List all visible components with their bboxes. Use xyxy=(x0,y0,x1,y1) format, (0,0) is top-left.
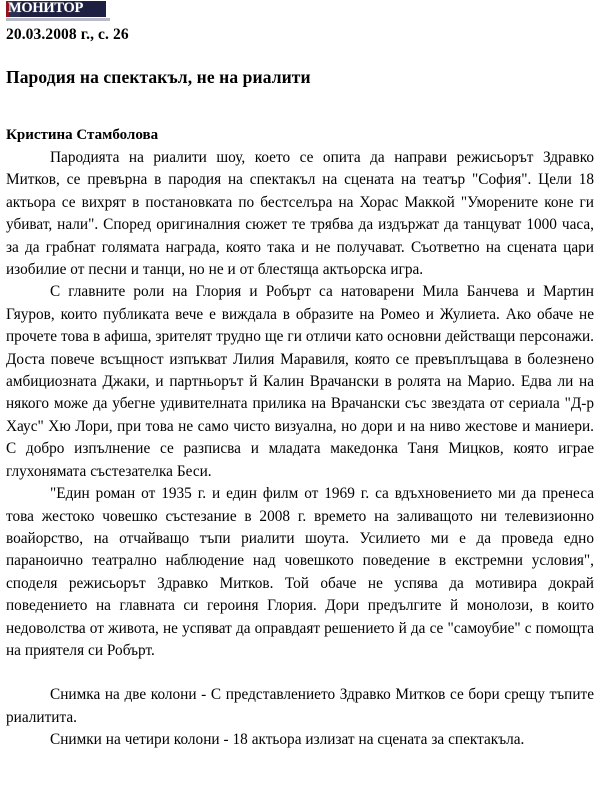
logo-underline-rule xyxy=(6,18,110,21)
logo-wordmark: МОНИТОР xyxy=(8,1,84,16)
body-paragraph: Пародията на риалити шоу, което се опита да направи режисьорът Здравко Митков, се превърна в пародия на спектакъл на сцената на театър "София". Цели 18 актьора се вихрят в постановката по бестселъра на Хорас Маккой "Уморените коне ги убиват, нали". Според оригиналния сюжет те трябва да издържат да танцуват 1000 часа, за да грабнат голямата награда, която така и не получават. Съответно на сцената цари изобилие от песни и танци, но не и от блестяща актьорска игра. xyxy=(6,149,594,279)
body-paragraph: "Един роман от 1935 г. и един филм от 1969 г. са вдъхновението ми да пренеса това жестоко човешко състезание в 2008 г. времето на заливащото ни телевизионно воайорство, на отчайващо тъпи риалити шоута. Усилието ми е да проведа едно параноично театрално наблюдение над човешкото поведение в екстремни условия", споделя режисьорът Здравко Митков. Той обаче не успява да мотивира докрай поведението на главната си героиня Глория. Дори предългите й монолози, в които недоволства от живота, не успяват да оправдаят решението й да се "самоубие" с помощта на приятеля си Робърт. xyxy=(6,485,594,659)
masthead xyxy=(6,0,594,22)
article-byline: Кристина Стамболова xyxy=(6,127,159,143)
article-body xyxy=(6,147,594,662)
article-headline: Пародия на спектакъл, не на риалити xyxy=(6,67,311,87)
monitor-newspaper-logo xyxy=(6,1,110,21)
caption-paragraph: Снимка на две колони - С представлението Здравко Митков се бори срещу тъпите риалитита. xyxy=(6,686,594,726)
logo-badge xyxy=(6,1,106,17)
dateline: 20.03.2008 г., с. 26 xyxy=(6,26,129,43)
body-paragraph: С главните роли на Глория и Робърт са натоварени Мила Банчева и Мартин Гяуров, които публиката вече е виждала в образите на Ромео и Жулиета. Ако обаче не прочете това в афиша, зрителят трудно ще ги отличи като основни действащи персонажи. Доста повече всъщност изпъкват Лилия Маравиля, която се превъплъщава в болезнено амбициозната Джаки, и партньорът й Калин Врачански в ролята на Марио. Едва ли на някого може да убегне удивителната прилика на Врачански със звездата от сериала "Д-р Хаус" Хю Лори, при това не само чисто визуална, но дори и на ниво жестове и маниери. С добро изпълнение се разписва и младата македонка Таня Мицков, която играе глухонямата състезателка Беси. xyxy=(6,283,594,480)
photo-captions xyxy=(6,684,594,751)
caption-paragraph: Снимки на четири колони - 18 актьора излизат на сцената за спектакъла. xyxy=(50,731,525,749)
